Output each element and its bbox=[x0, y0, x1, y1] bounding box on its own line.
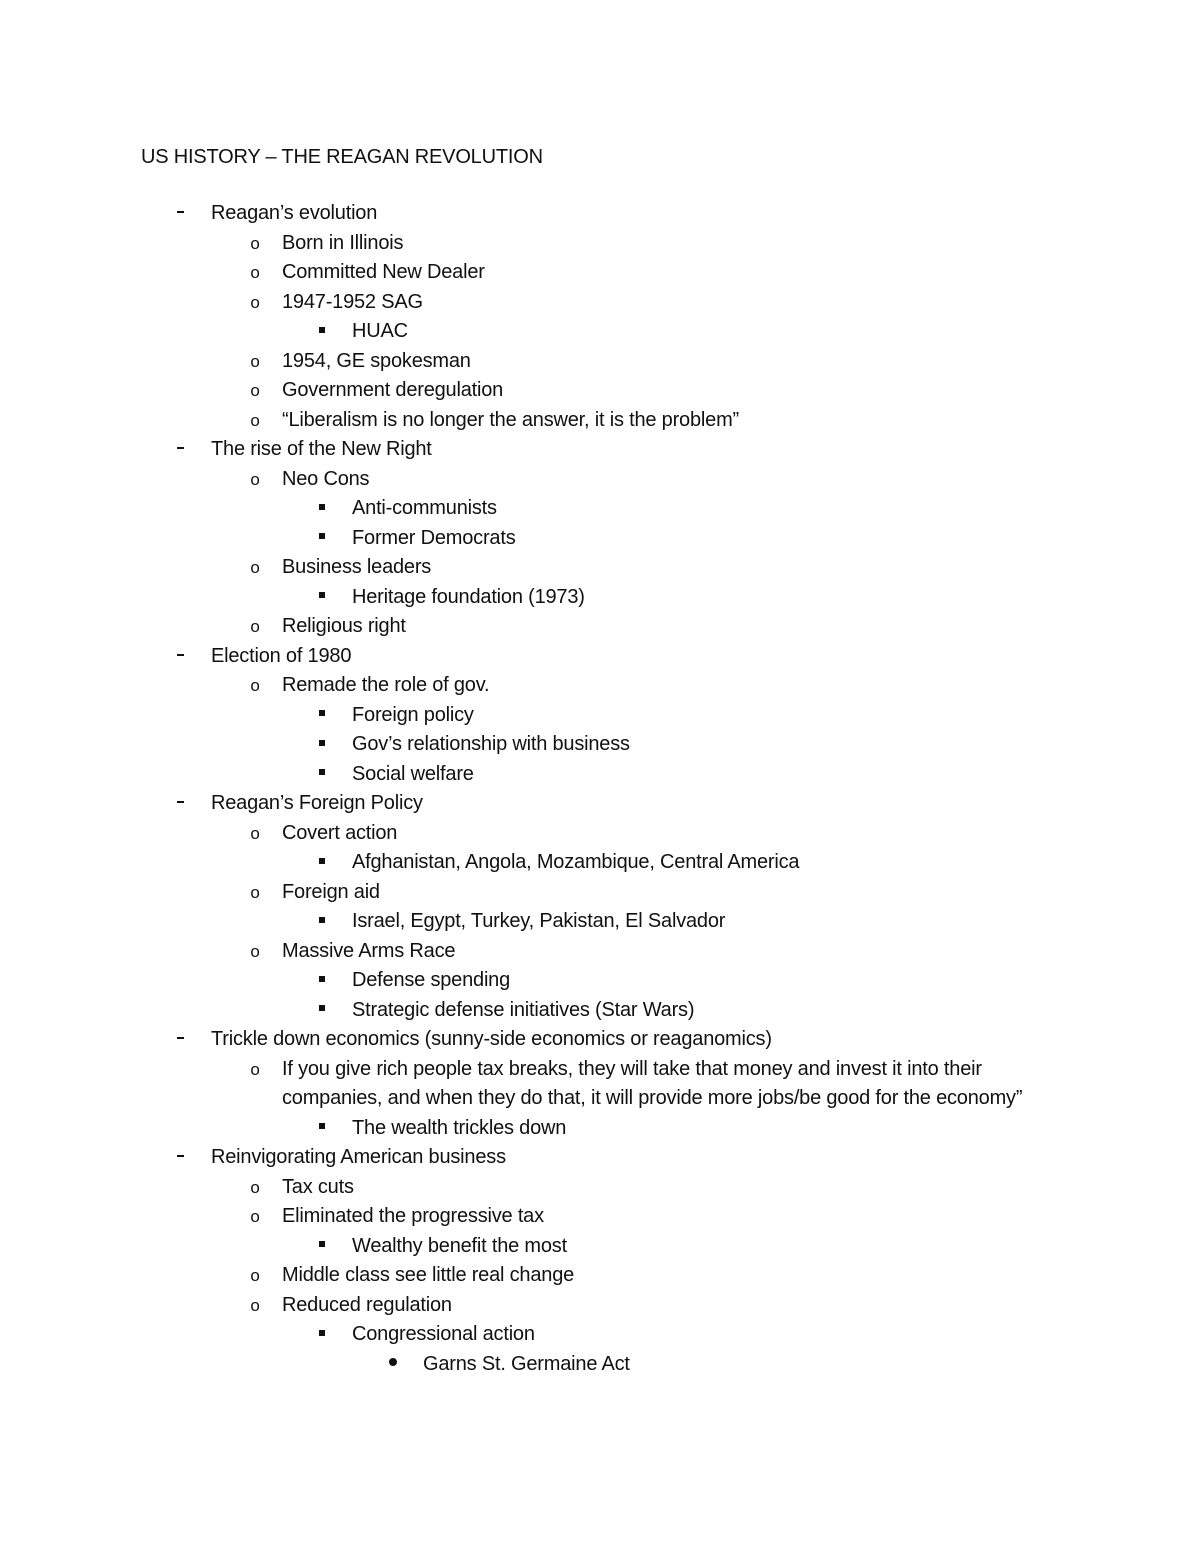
circle-bullet-marker: o bbox=[250, 292, 260, 312]
outline-item-text: Reduced regulation bbox=[282, 1293, 452, 1316]
round-bullet-icon bbox=[381, 1350, 405, 1380]
square-bullet-icon bbox=[310, 760, 334, 790]
circle-bullet-marker: o bbox=[250, 263, 260, 282]
outline-item-level-2 bbox=[0, 553, 1200, 583]
square-bullet-icon bbox=[310, 1320, 334, 1350]
outline-item-text: Social welfare bbox=[352, 762, 474, 785]
circle-bullet-marker: o bbox=[250, 882, 260, 902]
outline-item-text: Government deregulation bbox=[282, 379, 504, 401]
outline-item-text: Eliminated the progressive tax bbox=[282, 1205, 544, 1227]
outline-item-text: Strategic defense initiatives (Star Wars) bbox=[352, 998, 695, 1021]
outline-item-text: Heritage foundation (1973) bbox=[352, 585, 585, 608]
outline-item-level-2 bbox=[0, 406, 1200, 436]
outline-item-text: HUAC bbox=[352, 320, 408, 342]
outline-item-level-2 bbox=[0, 258, 1200, 288]
square-bullet-icon bbox=[310, 966, 334, 996]
circle-bullet-marker: o bbox=[250, 1295, 260, 1315]
outline-item-text: Tax cuts bbox=[282, 1175, 354, 1198]
outline-item-level-2 bbox=[0, 288, 1200, 318]
outline-item-text: Garns St. Germaine Act bbox=[423, 1352, 630, 1375]
outline-item-text: If you give rich people tax breaks, they will take that money and invest it into their companies, and when they do that, it will provide more jobs/be good for the economy” bbox=[282, 1057, 1023, 1109]
outline-item-text: 1954, GE spokesman bbox=[282, 349, 471, 372]
square-bullet-icon bbox=[310, 583, 334, 613]
outline-item-level-1 bbox=[0, 642, 1200, 672]
document-title: US HISTORY – THE REAGAN REVOLUTION bbox=[141, 146, 543, 168]
circle-bullet-marker: o bbox=[250, 1207, 260, 1226]
outline-item-text: Covert action bbox=[282, 821, 398, 844]
outline-item-level-3 bbox=[0, 730, 1200, 760]
circle-bullet-marker: o bbox=[250, 1059, 260, 1079]
outline-item-level-2 bbox=[0, 1291, 1200, 1321]
circle-bullet-marker: o bbox=[250, 469, 260, 489]
outline-item-level-3 bbox=[0, 317, 1200, 347]
dash-bullet-icon bbox=[168, 199, 192, 229]
circle-bullet-marker: o bbox=[250, 1177, 260, 1197]
outline-item-text: Defense spending bbox=[352, 969, 511, 991]
dash-bullet-icon bbox=[168, 789, 192, 819]
outline-item-text: Reagan’s evolution bbox=[211, 202, 378, 224]
circle-bullet-marker: o bbox=[250, 233, 260, 253]
outline-item-text: Israel, Egypt, Turkey, Pakistan, El Salvador bbox=[352, 910, 726, 932]
outline-item-text: Religious right bbox=[282, 615, 406, 637]
square-bullet-icon bbox=[310, 1114, 334, 1144]
outline-item-level-1 bbox=[0, 1143, 1200, 1173]
outline-item-text: Massive Arms Race bbox=[282, 939, 456, 962]
circle-bullet-marker: o bbox=[250, 617, 260, 636]
outline-item-level-3 bbox=[0, 966, 1200, 996]
circle-bullet-marker: o bbox=[250, 941, 260, 961]
outline-item-level-2 bbox=[0, 671, 1200, 701]
outline-item-level-2 bbox=[0, 878, 1200, 908]
outline-item-level-3 bbox=[0, 1114, 1200, 1144]
outline-item-level-3 bbox=[0, 1320, 1200, 1350]
square-bullet-icon bbox=[310, 494, 334, 524]
square-bullet-icon bbox=[310, 848, 334, 878]
outline-item-level-2 bbox=[0, 1261, 1200, 1291]
outline-item-level-3 bbox=[0, 583, 1200, 613]
outline-item-level-1 bbox=[0, 435, 1200, 465]
outline-list bbox=[0, 199, 1200, 1379]
outline-item-text: Born in Illinois bbox=[282, 231, 404, 254]
outline-item-text: Congressional action bbox=[352, 1323, 535, 1345]
outline-item-text: Neo Cons bbox=[282, 467, 370, 490]
dash-bullet-icon bbox=[168, 435, 192, 465]
outline-item-text: Election of 1980 bbox=[211, 644, 352, 667]
outline-item-level-3 bbox=[0, 1232, 1200, 1262]
outline-item-level-3 bbox=[0, 907, 1200, 937]
square-bullet-icon bbox=[310, 1232, 334, 1262]
outline-item-text: Gov’s relationship with business bbox=[352, 733, 630, 755]
outline-item-level-1 bbox=[0, 199, 1200, 229]
outline-item-text: The wealth trickles down bbox=[352, 1116, 567, 1139]
outline-item-text: Former Democrats bbox=[352, 526, 516, 549]
outline-item-level-4 bbox=[0, 1350, 1200, 1380]
outline-item-level-3 bbox=[0, 524, 1200, 554]
square-bullet-icon bbox=[310, 701, 334, 731]
outline-item-text: Afghanistan, Angola, Mozambique, Central America bbox=[352, 851, 800, 873]
outline-item-level-3 bbox=[0, 848, 1200, 878]
square-bullet-icon bbox=[310, 907, 334, 937]
circle-bullet-marker: o bbox=[250, 1266, 260, 1285]
outline-item-text: Committed New Dealer bbox=[282, 261, 485, 283]
square-bullet-icon bbox=[310, 317, 334, 347]
outline-item-level-2 bbox=[0, 1055, 1200, 1114]
square-bullet-icon bbox=[310, 524, 334, 554]
circle-bullet-marker: o bbox=[250, 558, 260, 577]
outline-item-text: Foreign aid bbox=[282, 880, 380, 903]
circle-bullet-marker: o bbox=[250, 823, 260, 843]
circle-bullet-marker: o bbox=[250, 351, 260, 371]
outline-item-text: Reagan’s Foreign Policy bbox=[211, 792, 423, 814]
outline-item-text: Foreign policy bbox=[352, 703, 474, 726]
outline-item-level-2 bbox=[0, 1202, 1200, 1232]
outline-item-level-1 bbox=[0, 789, 1200, 819]
outline-item-level-3 bbox=[0, 760, 1200, 790]
square-bullet-icon bbox=[310, 730, 334, 760]
dash-bullet-icon bbox=[168, 642, 192, 672]
outline-item-level-3 bbox=[0, 701, 1200, 731]
outline-item-text: Anti-communists bbox=[352, 497, 497, 519]
circle-bullet-marker: o bbox=[250, 676, 260, 695]
outline-item-level-2 bbox=[0, 819, 1200, 849]
outline-item-text: Reinvigorating American business bbox=[211, 1146, 506, 1168]
circle-bullet-marker: o bbox=[250, 410, 260, 430]
outline-item-text: “Liberalism is no longer the answer, it is the problem” bbox=[282, 408, 739, 431]
outline-item-level-2 bbox=[0, 1173, 1200, 1203]
outline-item-level-2 bbox=[0, 347, 1200, 377]
outline-item-text: Middle class see little real change bbox=[282, 1264, 575, 1286]
circle-bullet-marker: o bbox=[250, 381, 260, 400]
outline-item-text: 1947-1952 SAG bbox=[282, 290, 423, 313]
outline-item-level-1 bbox=[0, 1025, 1200, 1055]
outline-item-level-2 bbox=[0, 612, 1200, 642]
square-bullet-icon bbox=[310, 996, 334, 1026]
outline-item-level-3 bbox=[0, 494, 1200, 524]
outline-item-text: Trickle down economics (sunny-side economics or reaganomics) bbox=[211, 1028, 772, 1050]
outline-item-level-2 bbox=[0, 937, 1200, 967]
dash-bullet-icon bbox=[168, 1143, 192, 1173]
outline-item-text: Wealthy benefit the most bbox=[352, 1234, 567, 1257]
outline-item-text: Remade the role of gov. bbox=[282, 674, 490, 696]
outline-item-level-2 bbox=[0, 229, 1200, 259]
dash-bullet-icon bbox=[168, 1025, 192, 1055]
outline-item-text: Business leaders bbox=[282, 556, 432, 578]
outline-item-text: The rise of the New Right bbox=[211, 438, 432, 460]
outline-item-level-3 bbox=[0, 996, 1200, 1026]
outline-item-level-2 bbox=[0, 376, 1200, 406]
outline-item-level-2 bbox=[0, 465, 1200, 495]
